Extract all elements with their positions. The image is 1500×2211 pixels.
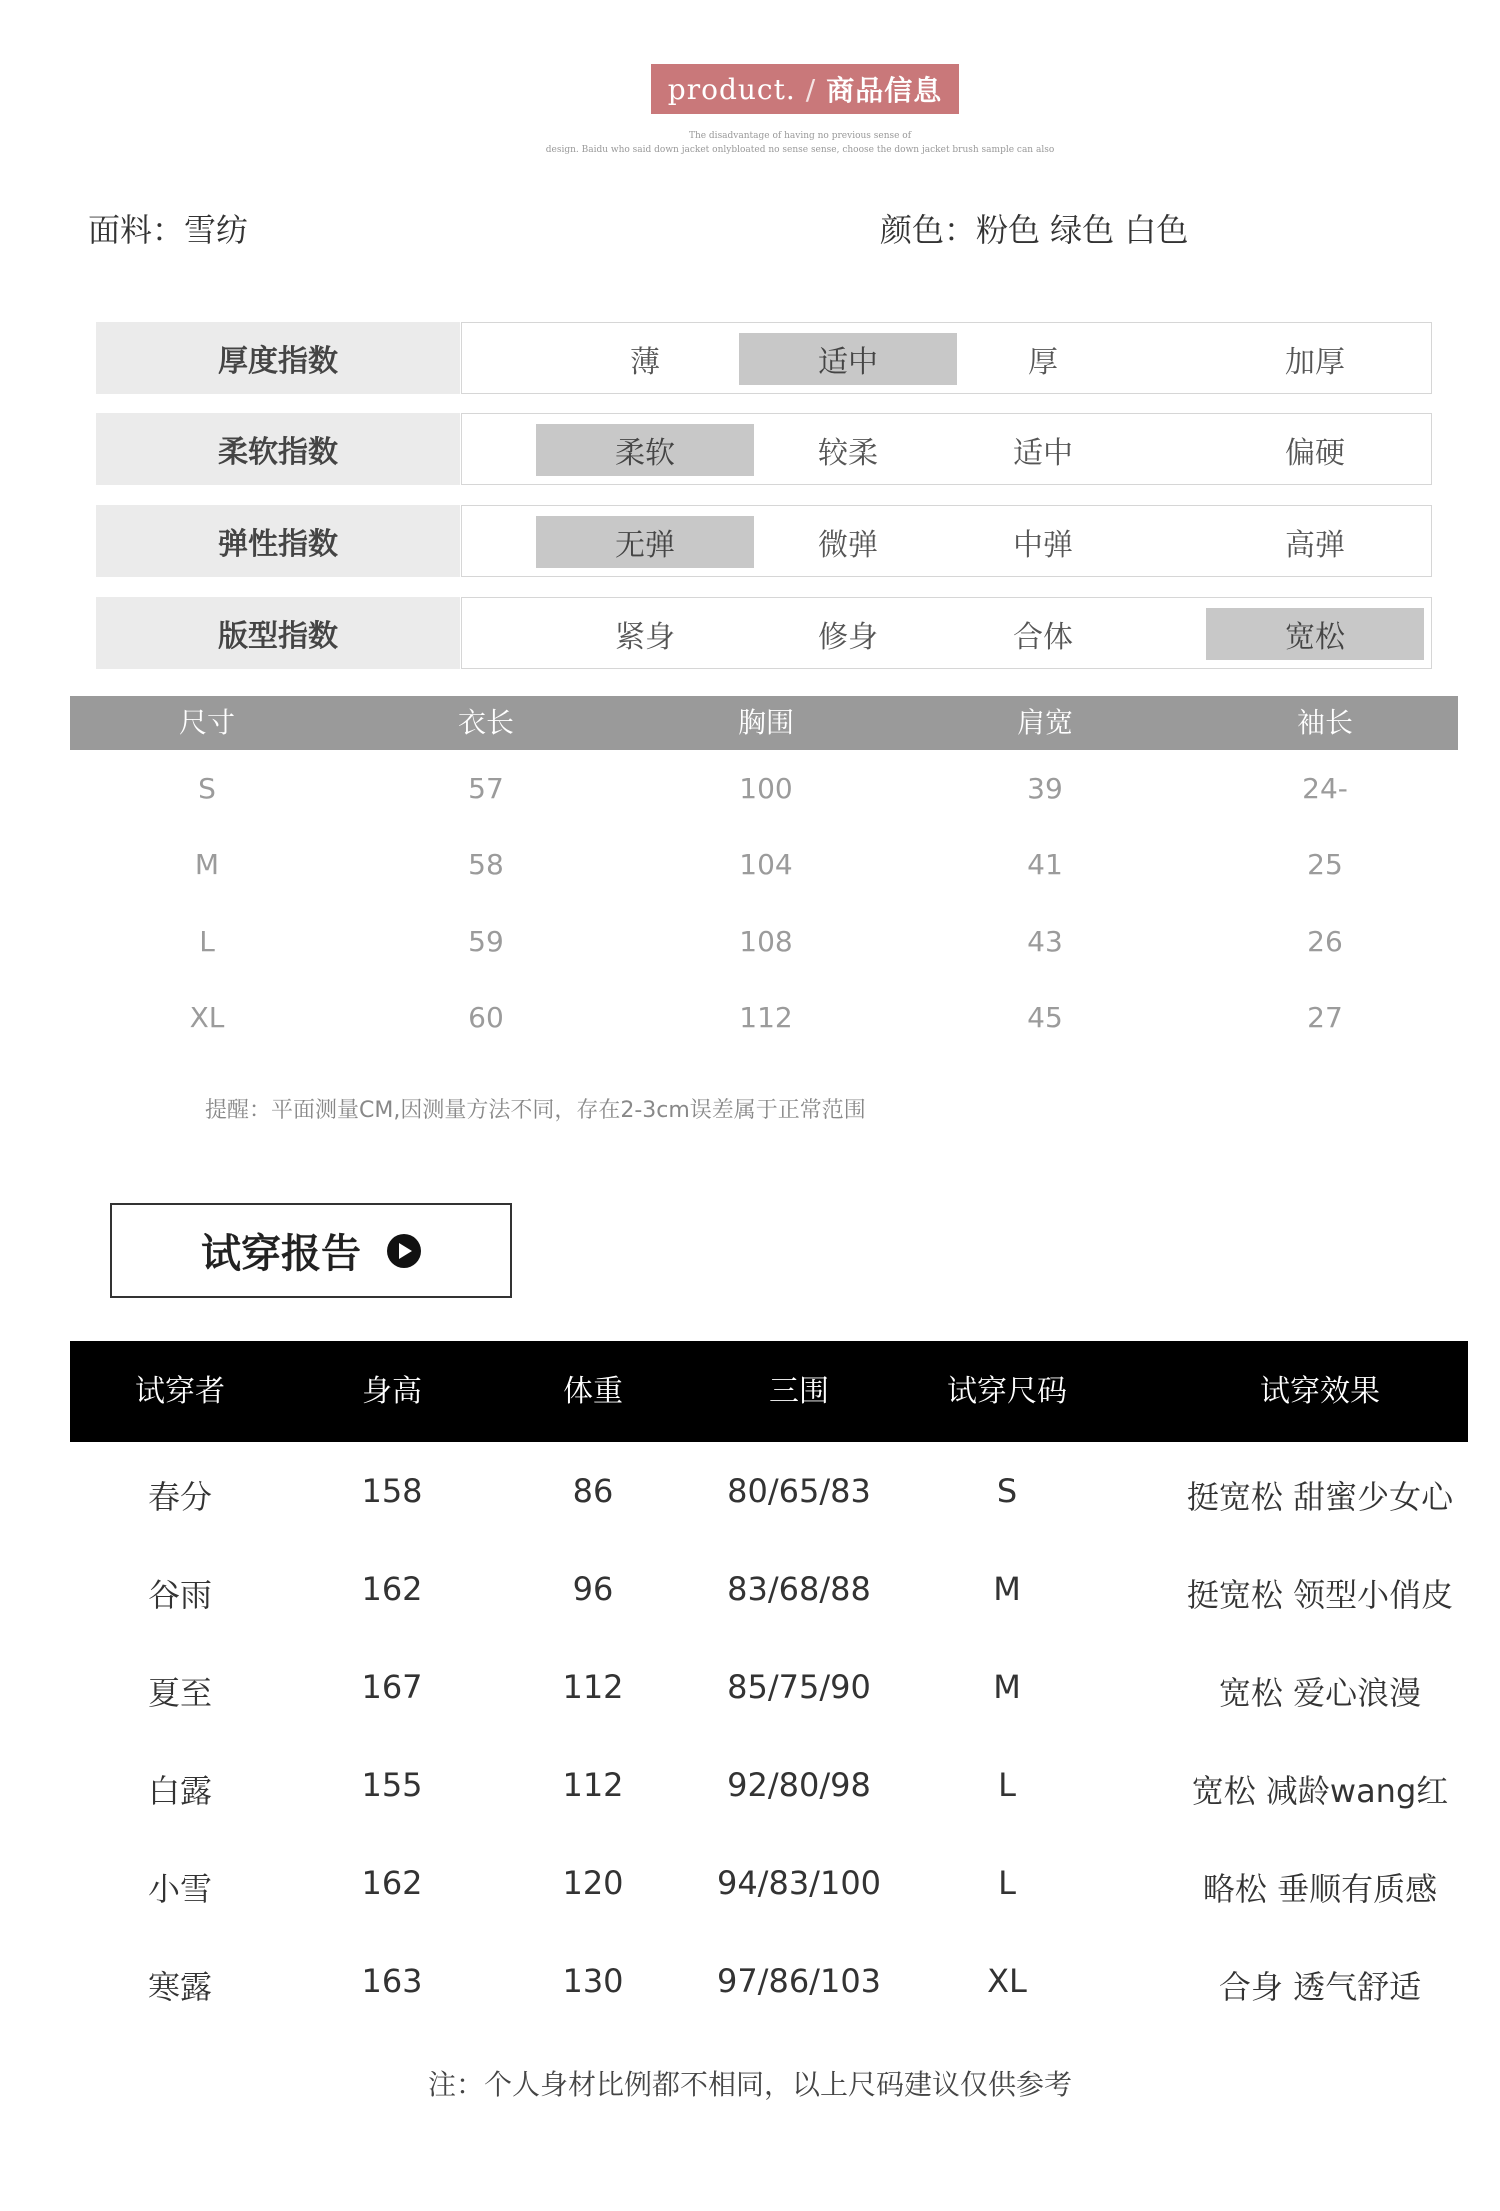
index-options [461, 505, 1432, 577]
trial-cell: 92/80/98 [727, 1766, 871, 1804]
trial-report-label: 试穿报告 [201, 1231, 361, 1277]
size-cell: 58 [468, 848, 504, 881]
size-cell: M [194, 848, 220, 881]
trial-cell: S [996, 1472, 1018, 1510]
size-cell: 100 [739, 772, 793, 805]
size-cell: 27 [1307, 1001, 1343, 1034]
trial-cell: 80/65/83 [727, 1472, 871, 1510]
index-label: 厚度指数 [96, 322, 460, 394]
trial-cell: 春分 [147, 1478, 213, 1516]
index-options [461, 597, 1432, 669]
trial-cell: 120 [562, 1864, 624, 1902]
trial-cell: 宽松 爱心浪漫 [1218, 1674, 1422, 1712]
index-option: 偏硬 [1285, 436, 1345, 471]
badge-english: product. [667, 72, 796, 106]
trial-cell: 162 [361, 1864, 423, 1902]
section-title-badge [651, 64, 959, 114]
index-option: 较柔 [818, 436, 878, 471]
trial-header-cell: 身高 [362, 1374, 422, 1409]
trial-header-cell: 体重 [563, 1374, 623, 1409]
size-cell: 112 [739, 1001, 793, 1034]
trial-cell: 167 [361, 1668, 423, 1706]
index-option: 适中 [1013, 436, 1073, 471]
size-table-header [70, 696, 1458, 750]
trial-cell: 96 [572, 1570, 614, 1608]
trial-cell: 合身 透气舒适 [1218, 1968, 1422, 2006]
trial-cell: 158 [361, 1472, 423, 1510]
index-option-selected: 柔软 [536, 424, 754, 476]
index-option-selected: 无弹 [536, 516, 754, 568]
trial-cell: 宽松 减龄wang红 [1191, 1772, 1449, 1810]
index-row [96, 505, 1432, 577]
index-option: 厚 [1028, 345, 1058, 380]
color-info: 颜色：粉色 绿色 白色 [880, 211, 1189, 249]
index-row [96, 322, 1432, 394]
size-cell: 108 [739, 925, 793, 958]
index-options [461, 322, 1432, 394]
trial-cell: L [998, 1766, 1016, 1804]
trial-table-header [70, 1341, 1468, 1442]
index-option-selected: 适中 [739, 333, 957, 385]
trial-cell: 寒露 [147, 1968, 213, 2006]
fabric-info: 面料：雪纺 [88, 211, 249, 249]
size-cell: 60 [468, 1001, 504, 1034]
trial-report-button[interactable] [110, 1203, 512, 1298]
size-cell: S [198, 772, 216, 805]
badge-chinese: 商品信息 [826, 74, 943, 107]
size-header-cell: 尺寸 [178, 706, 236, 739]
play-icon [387, 1234, 421, 1268]
trial-cell: 小雪 [147, 1870, 213, 1908]
index-option: 微弹 [818, 528, 878, 563]
index-options [461, 413, 1432, 485]
index-option: 紧身 [615, 620, 675, 655]
index-row [96, 597, 1432, 669]
trial-header-cell: 试穿尺码 [947, 1374, 1067, 1409]
index-option: 薄 [630, 345, 660, 380]
size-cell: 41 [1027, 848, 1063, 881]
size-cell: 24- [1302, 772, 1348, 805]
size-cell: 39 [1027, 772, 1063, 805]
trial-header-cell: 试穿者 [135, 1374, 225, 1409]
index-option: 中弹 [1013, 528, 1073, 563]
trial-cell: 挺宽松 甜蜜少女心 [1186, 1478, 1454, 1516]
trial-cell: 86 [572, 1472, 614, 1510]
trial-cell: 83/68/88 [727, 1570, 871, 1608]
trial-cell: XL [987, 1962, 1027, 2000]
trial-cell: 97/86/103 [716, 1962, 882, 2000]
size-cell: XL [189, 1001, 225, 1034]
index-label: 柔软指数 [96, 413, 460, 485]
size-note: 提醒：平面测量CM,因测量方法不同，存在2-3cm误差属于正常范围 [205, 1098, 866, 1123]
size-cell: 45 [1027, 1001, 1063, 1034]
size-header-cell: 胸围 [737, 706, 795, 739]
trial-cell: 挺宽松 领型小俏皮 [1186, 1576, 1454, 1614]
size-cell: 59 [468, 925, 504, 958]
trial-cell: 夏至 [147, 1674, 213, 1712]
index-option: 高弹 [1285, 528, 1345, 563]
trial-cell: L [998, 1864, 1016, 1902]
index-option: 修身 [818, 620, 878, 655]
trial-cell: 略松 垂顺有质感 [1202, 1870, 1438, 1908]
index-option: 加厚 [1285, 345, 1345, 380]
trial-cell: 谷雨 [147, 1576, 213, 1614]
trial-cell: 85/75/90 [727, 1668, 871, 1706]
size-cell: L [199, 925, 215, 958]
badge-separator: / [805, 72, 817, 106]
trial-cell: 112 [562, 1668, 624, 1706]
size-cell: 25 [1307, 848, 1343, 881]
index-option-selected: 宽松 [1206, 608, 1424, 660]
trial-cell: M [993, 1570, 1021, 1608]
size-header-cell: 肩宽 [1016, 706, 1074, 739]
trial-cell: 112 [562, 1766, 624, 1804]
size-cell: 57 [468, 772, 504, 805]
trial-cell: 163 [361, 1962, 423, 2000]
size-cell: 43 [1027, 925, 1063, 958]
index-row [96, 413, 1432, 485]
index-option: 合体 [1013, 620, 1073, 655]
trial-cell: 94/83/100 [716, 1864, 882, 1902]
trial-cell: 162 [361, 1570, 423, 1608]
trial-header-cell: 三围 [769, 1374, 829, 1409]
size-header-cell: 袖长 [1296, 706, 1354, 739]
trial-cell: M [993, 1668, 1021, 1706]
size-header-cell: 衣长 [457, 706, 515, 739]
trial-header-cell: 试穿效果 [1260, 1374, 1380, 1409]
subtitle-line-1: The disadvantage of having no previous sense of [688, 131, 912, 141]
trial-cell: 155 [361, 1766, 423, 1804]
index-label: 版型指数 [96, 597, 460, 669]
subtitle-line-2: design. Baidu who said down jacket onlybloated no sense sense, choose the down jacket brush sample can also [545, 145, 1055, 155]
size-cell: 26 [1307, 925, 1343, 958]
trial-cell: 白露 [147, 1772, 213, 1810]
index-label: 弹性指数 [96, 505, 460, 577]
size-cell: 104 [739, 848, 793, 881]
trial-cell: 130 [562, 1962, 624, 2000]
bottom-note: 注：个人身材比例都不相同，以上尺码建议仅供参考 [427, 2068, 1072, 2101]
